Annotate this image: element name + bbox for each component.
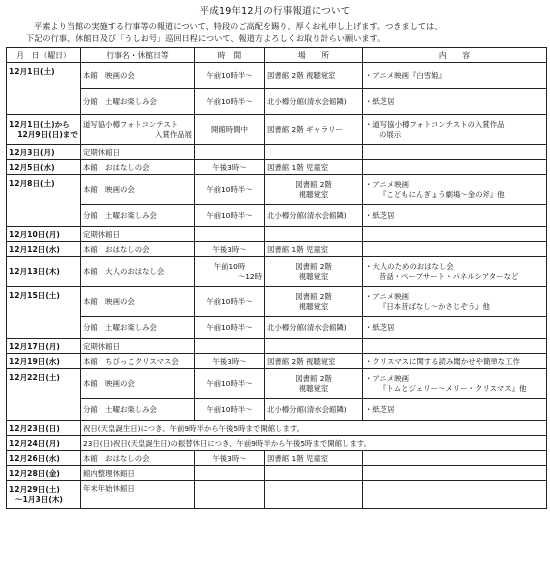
date-line-1: 12月29日(土) xyxy=(9,484,60,494)
content-cell xyxy=(363,175,547,205)
content-line-2: の展示 xyxy=(379,129,402,139)
event-cell: 館内整理休館日 xyxy=(81,466,195,481)
date-cell: 12月26日(水) xyxy=(7,451,81,466)
place-cell xyxy=(265,227,363,242)
event-cell: 本館 おはなしの会 xyxy=(81,242,195,257)
content-line-1: ・アニメ映画 xyxy=(365,179,409,189)
header-place: 場 所 xyxy=(265,48,363,63)
place-cell: 図書館 2階 視聴覚室 xyxy=(265,354,363,369)
content-cell xyxy=(363,451,547,466)
content-cell xyxy=(363,481,547,509)
header-content: 内 容 xyxy=(363,48,547,63)
note-cell: 祝日(天皇誕生日)につき、午前9時半から午後5時まで開館します。 xyxy=(81,421,547,436)
header-date: 月 日（曜日） xyxy=(7,48,81,63)
time-cell: 午前10時半～ xyxy=(195,175,265,205)
place-cell: 図書館 1階 児童室 xyxy=(265,242,363,257)
time-cell: 午後3時～ xyxy=(195,451,265,466)
table-row xyxy=(7,339,547,354)
table-row xyxy=(7,205,547,227)
content-cell xyxy=(363,242,547,257)
event-cell: 定期休館日 xyxy=(81,227,195,242)
table-row xyxy=(7,257,547,287)
place-cell: 北小樽分館(清水会館隣) xyxy=(265,399,363,421)
event-line-2: 入賞作品展 xyxy=(155,129,192,139)
event-cell: 本館 大人のおはなし会 xyxy=(81,257,195,287)
date-cell: 12月10日(月) xyxy=(7,227,81,242)
place-line-2: 視聴覚室 xyxy=(298,271,329,281)
document-title: 平成19年12月の行事報道について xyxy=(199,6,351,17)
content-line-2: 『日本昔ばなし～かさじぞう』他 xyxy=(379,301,490,311)
table-row xyxy=(7,89,547,115)
table-row xyxy=(7,421,547,436)
time-cell: 午前10時半～ xyxy=(195,317,265,339)
time-line-2: ～12時 xyxy=(237,271,262,281)
content-cell xyxy=(363,145,547,160)
content-cell: ・クリスマスに関する読み聞かせや簡単な工作 xyxy=(363,354,547,369)
table-row xyxy=(7,287,547,317)
event-cell: 本館 映画の会 xyxy=(81,287,195,317)
date-cell xyxy=(7,481,81,509)
event-cell: 定期休館日 xyxy=(81,339,195,354)
place-line-1: 図書館 2階 xyxy=(295,373,332,383)
event-cell: 本館 ちびっこクリスマス会 xyxy=(81,354,195,369)
content-line-1: ・道写協小樽フォトコンテストの入賞作品 xyxy=(365,119,505,129)
date-cell: 12月15日(土) xyxy=(7,287,81,339)
event-cell: 本館 映画の会 xyxy=(81,63,195,89)
header-row xyxy=(7,48,547,63)
content-line-1: ・アニメ映画 xyxy=(365,291,409,301)
time-cell: 午後3時～ xyxy=(195,242,265,257)
content-line-2: 『トムとジェリー～メリー・クリスマス』他 xyxy=(379,383,527,393)
content-cell xyxy=(363,369,547,399)
time-cell: 午前10時半～ xyxy=(195,89,265,115)
place-cell xyxy=(265,339,363,354)
date-cell: 12月28日(金) xyxy=(7,466,81,481)
date-line-2: ～1月3日(木) xyxy=(15,494,63,504)
place-cell: 北小樽分館(清水会館隣) xyxy=(265,205,363,227)
event-cell: 分館 土曜お楽しみ会 xyxy=(81,399,195,421)
time-cell: 午前10時半～ xyxy=(195,287,265,317)
event-cell: 年末年始休館日 xyxy=(81,481,195,509)
place-line-1: 図書館 2階 xyxy=(295,291,332,301)
table-row xyxy=(7,354,547,369)
content-line-2: 『こどもにんぎょう劇場～金の斧』他 xyxy=(379,189,505,199)
content-line-2: 昔話・ペープサート・パネルシアターなど xyxy=(379,271,519,281)
time-cell xyxy=(195,466,265,481)
time-cell: 午前10時半～ xyxy=(195,205,265,227)
event-cell: 定期休館日 xyxy=(81,145,195,160)
place-cell xyxy=(265,481,363,509)
place-cell: 北小樽分館(清水会館隣) xyxy=(265,317,363,339)
table-row xyxy=(7,399,547,421)
place-cell: 図書館 2階 ギャラリー xyxy=(265,115,363,145)
table-row xyxy=(7,436,547,451)
content-cell: ・アニメ映画『白雪姫』 xyxy=(363,63,547,89)
content-cell xyxy=(363,257,547,287)
table-row xyxy=(7,369,547,399)
place-cell: 図書館 1階 児童室 xyxy=(265,451,363,466)
intro-text xyxy=(26,20,546,44)
table-row xyxy=(7,466,547,481)
date-cell: 12月24日(月) xyxy=(7,436,81,451)
time-cell: 開館時間中 xyxy=(195,115,265,145)
table-row xyxy=(7,481,547,509)
event-cell: 分館 土曜お楽しみ会 xyxy=(81,205,195,227)
date-cell xyxy=(7,115,81,145)
place-cell xyxy=(265,287,363,317)
content-cell xyxy=(363,115,547,145)
time-cell: 午後3時～ xyxy=(195,354,265,369)
event-cell: 本館 映画の会 xyxy=(81,175,195,205)
place-cell xyxy=(265,466,363,481)
time-cell: 午後3時～ xyxy=(195,160,265,175)
date-cell: 12月1日(土) xyxy=(7,63,81,115)
place-cell: 北小樽分館(清水会館隣) xyxy=(265,89,363,115)
header-event: 行事名・休館日等 xyxy=(81,48,195,63)
intro-line-2: 下記の行事、休館日及び「うしお号」巡回日程について、報道方よろしくお取り計らい願います。 xyxy=(26,33,386,43)
date-cell: 12月23日(日) xyxy=(7,421,81,436)
content-cell: ・紙芝居 xyxy=(363,317,547,339)
place-cell xyxy=(265,145,363,160)
content-cell: ・紙芝居 xyxy=(363,399,547,421)
place-line-2: 視聴覚室 xyxy=(298,301,329,311)
event-cell: 分館 土曜お楽しみ会 xyxy=(81,317,195,339)
table-row xyxy=(7,242,547,257)
event-line-1: 道写協小樽フォトコンテスト xyxy=(83,119,179,129)
schedule-table xyxy=(6,47,547,509)
content-cell xyxy=(363,160,547,175)
content-cell: ・紙芝居 xyxy=(363,205,547,227)
place-line-1: 図書館 2階 xyxy=(295,261,332,271)
date-cell: 12月22日(土) xyxy=(7,369,81,421)
place-line-2: 視聴覚室 xyxy=(298,189,329,199)
table-row xyxy=(7,227,547,242)
time-cell xyxy=(195,257,265,287)
date-line-1: 12月1日(土)から xyxy=(9,119,70,129)
date-cell: 12月3日(月) xyxy=(7,145,81,160)
content-cell xyxy=(363,287,547,317)
time-cell: 午前10時半～ xyxy=(195,399,265,421)
time-line-1: 午前10時 xyxy=(213,261,246,271)
table-row xyxy=(7,317,547,339)
table-row xyxy=(7,145,547,160)
table-row xyxy=(7,63,547,89)
place-cell: 図書館 2階 視聴覚室 xyxy=(265,63,363,89)
date-cell: 12月17日(月) xyxy=(7,339,81,354)
event-cell: 本館 おはなしの会 xyxy=(81,451,195,466)
place-line-1: 図書館 2階 xyxy=(295,179,332,189)
table-row xyxy=(7,451,547,466)
content-cell xyxy=(363,466,547,481)
intro-line-1: 平素より当館の実施する行事等の報道について、特段のご高配を賜り、厚くお礼申し上げます。つきましては、 xyxy=(34,21,443,31)
table-row xyxy=(7,160,547,175)
event-cell: 分館 土曜お楽しみ会 xyxy=(81,89,195,115)
date-cell: 12月13日(木) xyxy=(7,257,81,287)
place-cell xyxy=(265,175,363,205)
event-cell: 本館 おはなしの会 xyxy=(81,160,195,175)
time-cell: 午前10時半～ xyxy=(195,63,265,89)
table-row xyxy=(7,175,547,205)
event-cell: 本館 映画の会 xyxy=(81,369,195,399)
content-cell xyxy=(363,339,547,354)
time-cell: 午前10時半～ xyxy=(195,369,265,399)
place-cell xyxy=(265,369,363,399)
time-cell xyxy=(195,145,265,160)
content-cell: ・紙芝居 xyxy=(363,89,547,115)
place-cell xyxy=(265,257,363,287)
place-line-2: 視聴覚室 xyxy=(298,383,329,393)
time-cell xyxy=(195,339,265,354)
content-line-1: ・アニメ映画 xyxy=(365,373,409,383)
date-cell: 12月5日(水) xyxy=(7,160,81,175)
note-cell: 23日(日)祝日(天皇誕生日)の振替休日につき、午前9時半から午後5時まで開館します。 xyxy=(81,436,547,451)
date-line-2: 12月9日(日)まで xyxy=(17,129,78,139)
date-cell: 12月8日(土) xyxy=(7,175,81,227)
time-cell xyxy=(195,481,265,509)
content-cell xyxy=(363,227,547,242)
time-cell xyxy=(195,227,265,242)
content-line-1: ・大人のためのおはなし会 xyxy=(365,261,454,271)
date-cell: 12月12日(水) xyxy=(7,242,81,257)
date-cell: 12月19日(水) xyxy=(7,354,81,369)
header-time: 時 間 xyxy=(195,48,265,63)
place-cell: 図書館 1階 児童室 xyxy=(265,160,363,175)
table-row xyxy=(7,115,547,145)
event-cell xyxy=(81,115,195,145)
